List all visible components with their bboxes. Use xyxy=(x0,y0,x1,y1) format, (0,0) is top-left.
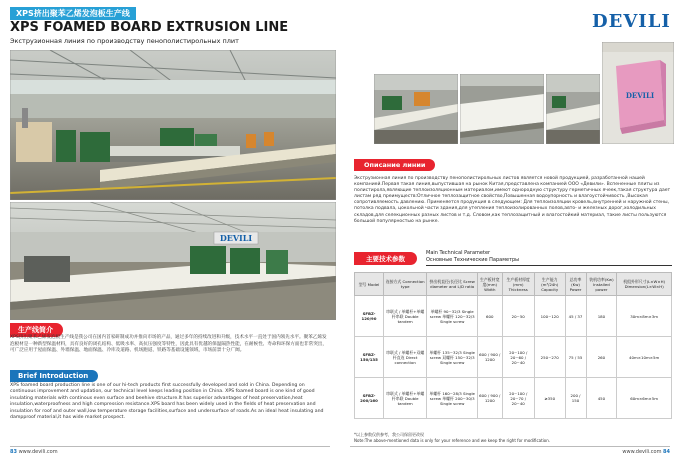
factory-line-photo-top xyxy=(10,50,336,200)
footer-divider xyxy=(10,446,330,447)
cell-power: 75 / 55 xyxy=(565,337,586,378)
right-page xyxy=(340,0,680,461)
intro-text-en: XPS foamed board production line is one of our hi-tech products first successfully developed and sold in China. Depending on continuous improvement and updation, our technical level keeps leading position in China. XPS foamed board is one kind of good insulating materials with continous even surface and beehive structure.It has superior advantages of heat preservation,heat insulation,waterproofness and high compression resistance.XPS board has been widely used in the fields of heat preservation and insulation for roof and outer wall,low temperature storage facilities,surface and undersurface of roads.As an ideal heat insulating and dampproof material,it has wide market prospect. xyxy=(10,383,324,421)
cell-width: 600 / 900 / 1200 xyxy=(478,337,502,378)
footer-site-left[interactable]: www.devili.com xyxy=(18,449,58,455)
cn-title-banner: XPS挤出聚苯乙烯发泡板生产线 xyxy=(10,7,136,20)
cell-capacity: 100~120 xyxy=(534,296,565,337)
section-badge-ru: Описание линии xyxy=(354,159,435,171)
cell-type: 串联式 / 单螺杆+单螺杆串联 Double tandem xyxy=(384,296,427,337)
param-title-ru: Основные Технические Параметры xyxy=(426,257,520,263)
page-subtitle-ru: Экструзионная линия по производству пенополистирольных плит xyxy=(10,37,239,45)
col-header: 型号 Model xyxy=(355,273,384,296)
table-note-en: Note:The above-mentioned data is only for your reference and we keep the right for modification. xyxy=(354,438,551,443)
cell-type: 串联式 / 单螺杆+单螺杆串联 Double tandem xyxy=(384,378,427,419)
sample-board-label: DEVILI xyxy=(625,91,655,100)
table-row xyxy=(355,296,672,337)
footer-divider xyxy=(350,446,670,447)
spec-table-header xyxy=(355,273,672,296)
page-title: XPS FOAMED BOARD EXTRUSION LINE xyxy=(10,20,289,35)
cell-model: SFBZ-150/135 xyxy=(355,337,384,378)
cell-model: SFBZ-120/90 xyxy=(355,296,384,337)
cell-screw: 单螺杆 90~32/3 Single screw 单螺杆 120~32/3 Single screw xyxy=(427,296,478,337)
cell-power: 45 / 37 xyxy=(565,296,586,337)
table-row xyxy=(355,337,672,378)
col-header: 总功率(Kw) Power xyxy=(565,273,586,296)
cell-thickness: 20~50 xyxy=(502,296,534,337)
cell-capacity: 250~270 xyxy=(534,337,565,378)
param-underline xyxy=(426,265,672,266)
section-badge-cn: 生产线简介 xyxy=(10,323,63,337)
product-sample-photo xyxy=(602,42,674,144)
table-note-cn: *以上参数仅供参考，我公司保留更改权 xyxy=(354,432,424,437)
col-header: 机组外形尺寸(L×W×H) Dimension(L×W×H) xyxy=(617,273,672,296)
col-header: 生产能力(m³/24h) Capacity xyxy=(534,273,565,296)
product-photo-2 xyxy=(460,74,544,144)
cell-installed: 180 xyxy=(586,296,617,337)
cell-dimension: 60m×6m×5m xyxy=(617,378,672,419)
cell-width: 600 xyxy=(478,296,502,337)
cell-type: 串联式 / 单螺杆+双螺杆直连 Direct connection xyxy=(384,337,427,378)
cell-installed: 260 xyxy=(586,337,617,378)
col-header: 挤出机直径/长径比 Screw diameter and L/D ratio xyxy=(427,273,478,296)
product-photo-1 xyxy=(374,74,458,144)
cell-screw: 单螺杆 135~32/3 Single screw 双螺杆 150~32/3 Single screw xyxy=(427,337,478,378)
cell-capacity: ≥350 xyxy=(534,378,565,419)
col-header: 生产板材宽度(mm) Width xyxy=(478,273,502,296)
cell-screw: 单螺杆 160~28/3 Single screw 单螺杆 200~30/3 Single screw xyxy=(427,378,478,419)
col-header: 装机功率(Kw) Installed power xyxy=(586,273,617,296)
section-badge-en: Brief Introduction xyxy=(10,370,98,382)
table-row xyxy=(355,378,672,419)
cell-thickness: 20~100 / 20~70 / 20~40 xyxy=(502,378,534,419)
footer-right xyxy=(622,449,670,455)
page-number-right: 84 xyxy=(663,449,670,455)
cell-dimension: 40m×10m×5m xyxy=(617,337,672,378)
page-number-left: 83 xyxy=(10,449,17,455)
intro-text-cn: XPS挤出聚苯乙烯发泡板生产线是我公司在国内首家研制成功并推向市场的产品，通过多年的持续改进和升级，技术水平一直处于国内领先水平。聚苯乙烯发泡板材是一种新型保温材料，具有良好的闭孔结构、低吸水率、高抗压强度等特性，因此具有优越的保温隔热性能，在耐候性、寿命和环保方面也非常突出，可广泛应用于屋面保温、外墙保温、地面保温、冷库及道路、机场跑道、铁路等基础设施领域，市场前景十分广阔。 xyxy=(10,335,327,354)
factory-sign: DEVILI xyxy=(219,233,253,243)
logo-text: DEVILI xyxy=(592,11,671,32)
cell-model: SFBZ-200/160 xyxy=(355,378,384,419)
cell-thickness: 20~100 / 20~60 / 20~40 xyxy=(502,337,534,378)
product-photo-3 xyxy=(546,74,600,144)
footer-left xyxy=(10,449,58,455)
cell-power: 200 / 150 xyxy=(565,378,586,419)
cell-installed: 450 xyxy=(586,378,617,419)
col-header: 生产板材厚度(mm) Thickness xyxy=(502,273,534,296)
param-title-en: Main Technical Parameter xyxy=(426,250,491,256)
col-header: 连接方式 Connection type xyxy=(384,273,427,296)
footer-site-right[interactable]: www.devili.com xyxy=(622,449,662,455)
devili-logo xyxy=(592,11,671,32)
spec-table xyxy=(354,272,672,419)
cell-width: 600 / 900 / 1200 xyxy=(478,378,502,419)
cell-dimension: 30m×8m×3m xyxy=(617,296,672,337)
param-badge-cn: 主要技术参数 xyxy=(354,252,417,265)
factory-line-photo-bottom xyxy=(10,202,336,320)
line-description-ru: Экструзионная линия по производству пенополистирольных листов является новой продукцией, разработанной нашей компанией.Первая такая линия,выпустившая на рынок Китая,представлена компанией ООО «Девили». Вспененные плиты из полистирола,являющие теплоизоляционным материалом,имеют однородную структуру герметичных ячеек,такая структура дает листам ряд преимуществ:Отличное теплозащитное свойство,Повышенная водоупорность и влагоустойчивость ,Высокая сопротивляемость давлению. Применяется продукция в следующем: Для теплоизоляции кровель,внутренней и наружной стены, потолка подвала, цокольной части здания,для утепления теплоизолированных полов,авто- и железных дорог,холодильных складов,для селекционных разных листов и т.д. Словом,как теплозащитный и влагостойкий материал, такие листы пользуются большой популярностью на рынке. xyxy=(354,176,671,224)
